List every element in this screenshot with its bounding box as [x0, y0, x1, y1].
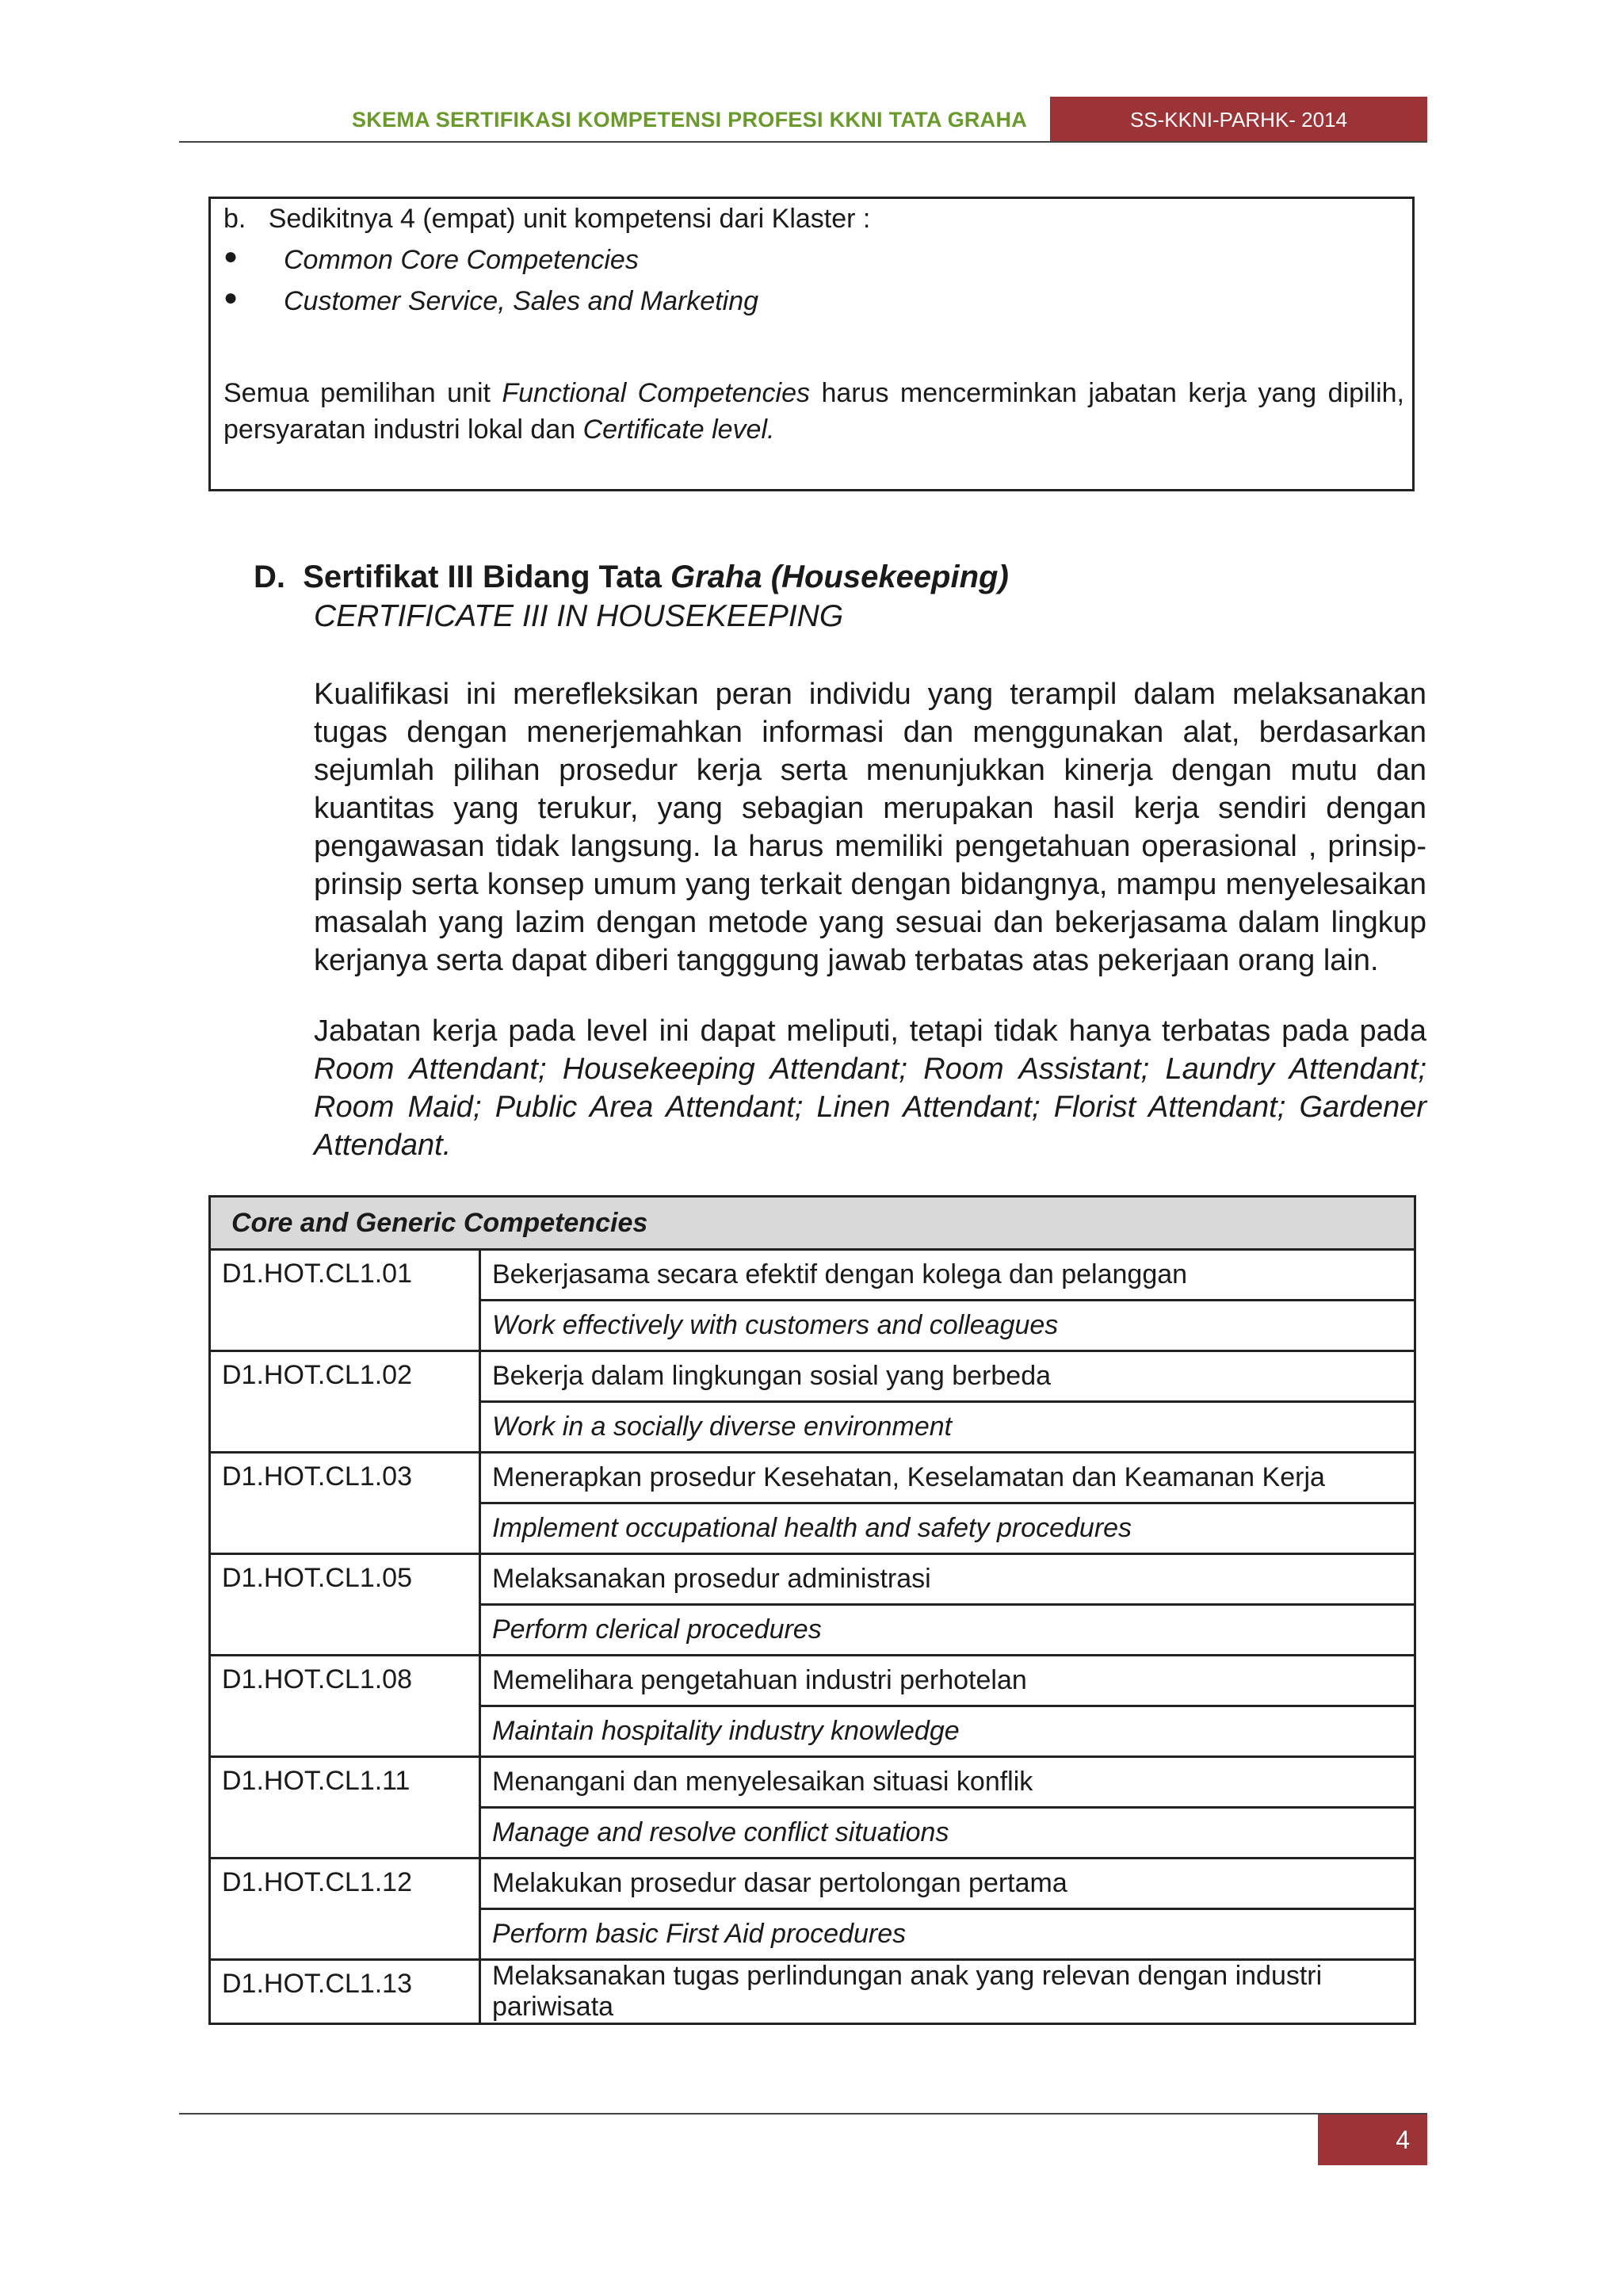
unit-title-en: Perform clerical procedures [480, 1605, 1415, 1656]
table-row [210, 1351, 1415, 1402]
table-row [210, 1554, 1415, 1605]
table-row [210, 1960, 1415, 2024]
unit-title-id: Memelihara pengetahuan industri perhotelan [480, 1656, 1415, 1706]
page-number: 4 [1318, 2115, 1427, 2165]
unit-title-id: Bekerja dalam lingkungan sosial yang berbeda [480, 1351, 1415, 1402]
section-heading: D. Sertifikat III Bidang Tata Graha (Housekeeping) [254, 560, 1009, 594]
unit-code: D1.HOT.CL1.01 [210, 1250, 480, 1351]
unit-title-id: Bekerjasama secara efektif dengan kolega dan pelanggan [480, 1250, 1415, 1301]
cluster-requirement-box [208, 197, 1415, 491]
unit-title-id: Melaksanakan tugas perlindungan anak yang relevan dengan industri pariwisata [480, 1960, 1415, 2024]
table-header: Core and Generic Competencies [210, 1197, 1415, 1250]
table-header-row [210, 1197, 1415, 1250]
table-row [210, 1757, 1415, 1808]
bullet-icon: ● [223, 243, 239, 269]
qualification-description: Kualifikasi ini merefleksikan peran individu yang terampil dalam melaksanakan tugas dengan menerjemahkan informasi dan menggunakan alat, berdasarkan sejumlah pilihan prosedur kerja serta menunjukkan kinerja dengan mutu dan kuantitas yang terukur, yang sebagian merupakan hasil kerja sendiri dengan pengawasan tidak langsung. Ia harus memiliki pengetahuan operasional , prinsip-prinsip serta konsep umum yang terkait dengan bidangnya, mampu menyelesaikan masalah yang lazim dengan metode yang sesuai dan bekerjasama dalam lingkup kerjanya serta dapat diberi tangggung jawab terbatas atas pekerjaan orang lain. [314, 678, 1426, 977]
footer-divider [179, 2113, 1427, 2115]
bullet-icon: ● [223, 285, 239, 311]
unit-code: D1.HOT.CL1.02 [210, 1351, 480, 1453]
unit-code: D1.HOT.CL1.13 [210, 1960, 480, 2024]
unit-title-en: Work effectively with customers and colleagues [480, 1301, 1415, 1351]
table-row [210, 1250, 1415, 1301]
document-code-badge: SS-KKNI-PARHK- 2014 [1050, 97, 1427, 143]
unit-title-en: Implement occupational health and safety procedures [480, 1503, 1415, 1554]
unit-code: D1.HOT.CL1.12 [210, 1859, 480, 1960]
cluster-requirement-label: b. Sedikitnya 4 (empat) unit kompetensi dari Klaster : [223, 204, 871, 234]
unit-title-en: Maintain hospitality industry knowledge [480, 1706, 1415, 1757]
job-positions-paragraph: Jabatan kerja pada level ini dapat meliputi, tetapi tidak hanya terbatas pada pada Room Attendant; Housekeeping Attendant; Room Assistant; Laundry Attendant; Room Maid; Public Area Attendant; Linen Attendant; Florist Attendant; Gardener Attendant. [314, 1014, 1426, 1162]
unit-code: D1.HOT.CL1.05 [210, 1554, 480, 1656]
table-row [210, 1453, 1415, 1503]
unit-code: D1.HOT.CL1.03 [210, 1453, 480, 1554]
unit-title-id: Melakukan prosedur dasar pertolongan pertama [480, 1859, 1415, 1909]
selection-note: Semua pemilihan unit Functional Competencies harus mencerminkan jabatan kerja yang dipilih, persyaratan industri lokal dan Certificate level. [223, 378, 1404, 445]
header-divider [179, 141, 1427, 143]
bullet-item: ● Common Core Competencies [223, 243, 639, 275]
unit-title-id: Melaksanakan prosedur administrasi [480, 1554, 1415, 1605]
unit-title-en: Work in a socially diverse environment [480, 1402, 1415, 1453]
competency-table [208, 1195, 1416, 2025]
table-row [210, 1859, 1415, 1909]
table-row [210, 1656, 1415, 1706]
document-header-title: SKEMA SERTIFIKASI KOMPETENSI PROFESI KKNI TATA GRAHA [351, 108, 1028, 132]
unit-title-id: Menerapkan prosedur Kesehatan, Keselamatan dan Keamanan Kerja [480, 1453, 1415, 1503]
unit-code: D1.HOT.CL1.11 [210, 1757, 480, 1859]
unit-title-id: Menangani dan menyelesaikan situasi konflik [480, 1757, 1415, 1808]
unit-code: D1.HOT.CL1.08 [210, 1656, 480, 1757]
unit-title-en: Perform basic First Aid procedures [480, 1909, 1415, 1960]
section-subtitle: CERTIFICATE III IN HOUSEKEEPING [314, 599, 844, 633]
unit-title-en: Manage and resolve conflict situations [480, 1808, 1415, 1859]
bullet-item: ● Customer Service, Sales and Marketing [223, 285, 759, 316]
